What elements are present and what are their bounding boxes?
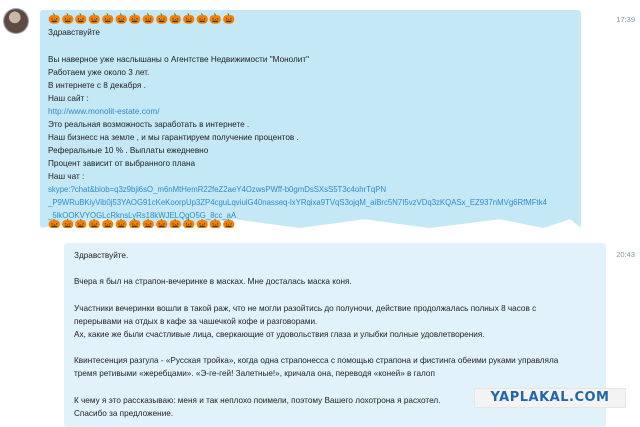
sender-avatar[interactable] [4,9,28,33]
site-watermark: YAPLAKAL.COM [474,388,626,408]
message-timestamp: 20:43 [616,250,635,259]
website-link[interactable]: http://www.monolit-estate.com/ [48,107,160,116]
message-text-line: Наш чат : [48,172,85,181]
reply-text-line: Участники вечеринки вошли в такой раж, что не могли разойтись до полуночи, действие продолжалась полных 8 часов с [74,304,537,313]
reply-text-line: перерывами на отдых в кафе за чашечкой кофе и разговорами. [74,317,318,326]
message-text-line: Это реальная возможность заработать в интернете . [48,120,250,129]
skype-chat-link[interactable]: skype:?chat&blob=q3z9bji6sO_m6nMtHemR22feZ2aeY4OzwsPWff-b0gmDsSXsS5T3c4ohrTqPN [48,185,387,194]
reply-text-line: тремя ретивыми «жеребцами». «Э-ге-гей! Залетные!», кричала она, переводя «коней» в галоп [74,369,435,378]
emoji-row-top: 🎃🎃🎃🎃🎃🎃🎃🎃🎃🎃🎃🎃🎃🎃 [48,14,237,25]
message-text-line: В интернете с 8 декабря . [48,81,146,90]
emoji-row-bottom: 🎃🎃🎃🎃🎃🎃🎃🎃🎃🎃🎃🎃🎃🎃 [48,219,237,228]
skype-chat-link-continued[interactable]: _P9WRuBKiyVib0j53YAOG91cKeKoorpUp3ZP4cguLqviulG40nasseq-lxYRqixa9TVqS3ojqM_aiBrc5N7I5vzVDq3zKQASx_EZ937nMVg6RfMFtk4 [48,198,547,207]
message-text-line: Реферальные 10 % . Выплаты ежедневно [48,146,209,155]
message-text-line: Здравствуйте [48,28,100,37]
reply-text-line: Ах, какие же были счастливые лица, сверкающие от удовольствия глаза и улыбки полные удовлетворения. [74,330,485,339]
incoming-message-bubble [40,10,581,228]
reply-text-line: К чему я это рассказываю: меня и так неплохо поимели, поэтому Вашего лохотрона я расхотел. [74,396,441,405]
message-text-line: Вы наверное уже наслышаны о Агентстве Недвижимости "Монолит" [48,55,310,64]
message-timestamp: 17:39 [616,15,635,24]
skype-chat-link-continued[interactable]: _5lkOOKVYOGLcRknsLyRs18kWJELQgO5G_8cc_aA [48,211,237,220]
message-text-line: Наш сайт : [48,94,89,103]
reply-text-line: Вчера я был на страпон-вечеринке в масках. Мне досталась маска коня. [74,277,352,286]
message-text-line: Работаем уже около 3 лет. [48,68,150,77]
reply-text-line: Спасибо за предложение. [74,409,174,418]
reply-text-line: Квинтесенция разгула - «Русская тройка», когда одна страпонесса с помощью страпона и фистинга обеими руками управляла [74,356,559,365]
reply-text-line: Здравствуйте. [74,251,129,260]
message-text-line: Наш бизнесс на земле , и мы гарантируем получение процентов . [48,133,299,142]
message-text-line: Процент зависит от выбранного плана [48,159,196,168]
